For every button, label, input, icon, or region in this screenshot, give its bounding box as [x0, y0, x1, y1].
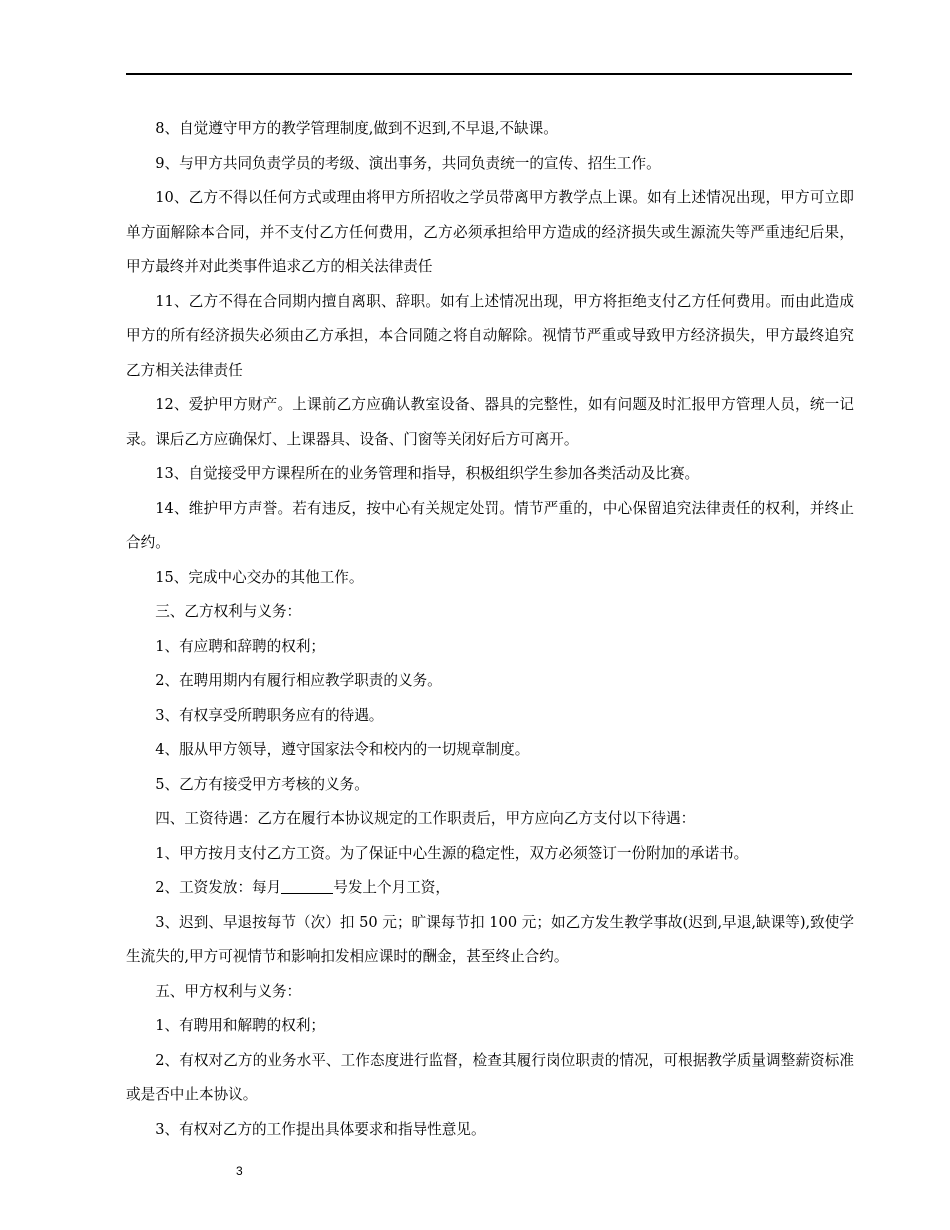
paragraph: 1、有聘用和解聘的权利；	[155, 1017, 326, 1034]
paragraph: 2、在聘用期内有履行相应教学职责的义务。	[155, 672, 442, 689]
paragraph: 4、服从甲方领导，遵守国家法令和校内的一切规章制度。	[155, 741, 530, 758]
paragraph: 3、有权对乙方的工作提出具体要求和指导性意见。	[155, 1120, 486, 1138]
paragraph: 11、乙方不得在合同期内擅自离职、辞职。如有上述情况出现，甲方将拒绝支付乙方任何费用。而由此造成甲方的所有经济损失必须由乙方承担，本合同随之将自动解除。视情节严重或导致甲方经济损失，甲方最终追究乙方相关法律责任	[126, 292, 854, 379]
page-number: 3	[236, 1164, 243, 1178]
salary-prefix: 2、工资发放：每月	[155, 879, 282, 896]
document-body	[126, 112, 854, 1147]
paragraph: 12、爱护甲方财产。上课前乙方应确认教室设备、器具的完整性，如有问题及时汇报甲方管理人员，统一记录。课后乙方应确保灯、上课器具、设备、门窗等关闭好后方可离开。	[126, 396, 854, 448]
paragraph: 13、自觉接受甲方课程所在的业务管理和指导，积极组织学生参加各类活动及比赛。	[155, 465, 700, 482]
salary-paragraph	[126, 871, 854, 906]
section-heading: 四、工资待遇：乙方在履行本协议规定的工作职责后，甲方应向乙方支付以下待遇：	[155, 810, 696, 827]
paragraph: 1、甲方按月支付乙方工资。为了保证中心生源的稳定性，双方必须签订一份附加的承诺书。	[155, 844, 749, 862]
paragraph: 14、维护甲方声誉。若有违反，按中心有关规定处罚。情节严重的，中心保留追究法律责任的权利，并终止合约。	[126, 499, 854, 551]
paragraph: 9、与甲方共同负责学员的考级、演出事务，共同负责统一的宣传、招生工作。	[155, 154, 661, 172]
paragraph: 2、有权对乙方的业务水平、工作态度进行监督，检查其履行岗位职责的情况，可根据教学质量调整薪资标准或是否中止本协议。	[126, 1051, 854, 1103]
section-heading: 五、甲方权利与义务：	[155, 982, 302, 1000]
salary-suffix: 号发上个月工资，	[333, 879, 450, 896]
paragraph: 3、迟到、早退按每节（次）扣 50 元；旷课每节扣 100 元；如乙方发生教学事故(迟到,早退,缺课等),致使学生流失的,甲方可视情节和影响扣发相应课时的酬金，甚至终止合约。	[126, 913, 854, 965]
paragraph: 3、有权享受所聘职务应有的待遇。	[155, 706, 384, 724]
section-heading: 三、乙方权利与义务：	[155, 603, 302, 620]
paragraph: 5、乙方有接受甲方考核的义务。	[155, 775, 369, 793]
paragraph: 10、乙方不得以任何方式或理由将甲方所招收之学员带离甲方教学点上课。如有上述情况出现，甲方可立即单方面解除本合同，并不支付乙方任何费用，乙方必须承担给甲方造成的经济损失或生源流失等严重违纪后果，甲方最终并对此类事件追求乙方的相关法律责任	[126, 189, 854, 275]
header-rule	[126, 73, 852, 75]
paragraph: 1、有应聘和辞聘的权利；	[155, 637, 326, 655]
paragraph: 8、自觉遵守甲方的教学管理制度,做到不迟到,不早退,不缺课。	[155, 120, 558, 137]
fill-in-blank[interactable]	[281, 878, 333, 894]
paragraph: 15、完成中心交办的其他工作。	[155, 568, 364, 586]
